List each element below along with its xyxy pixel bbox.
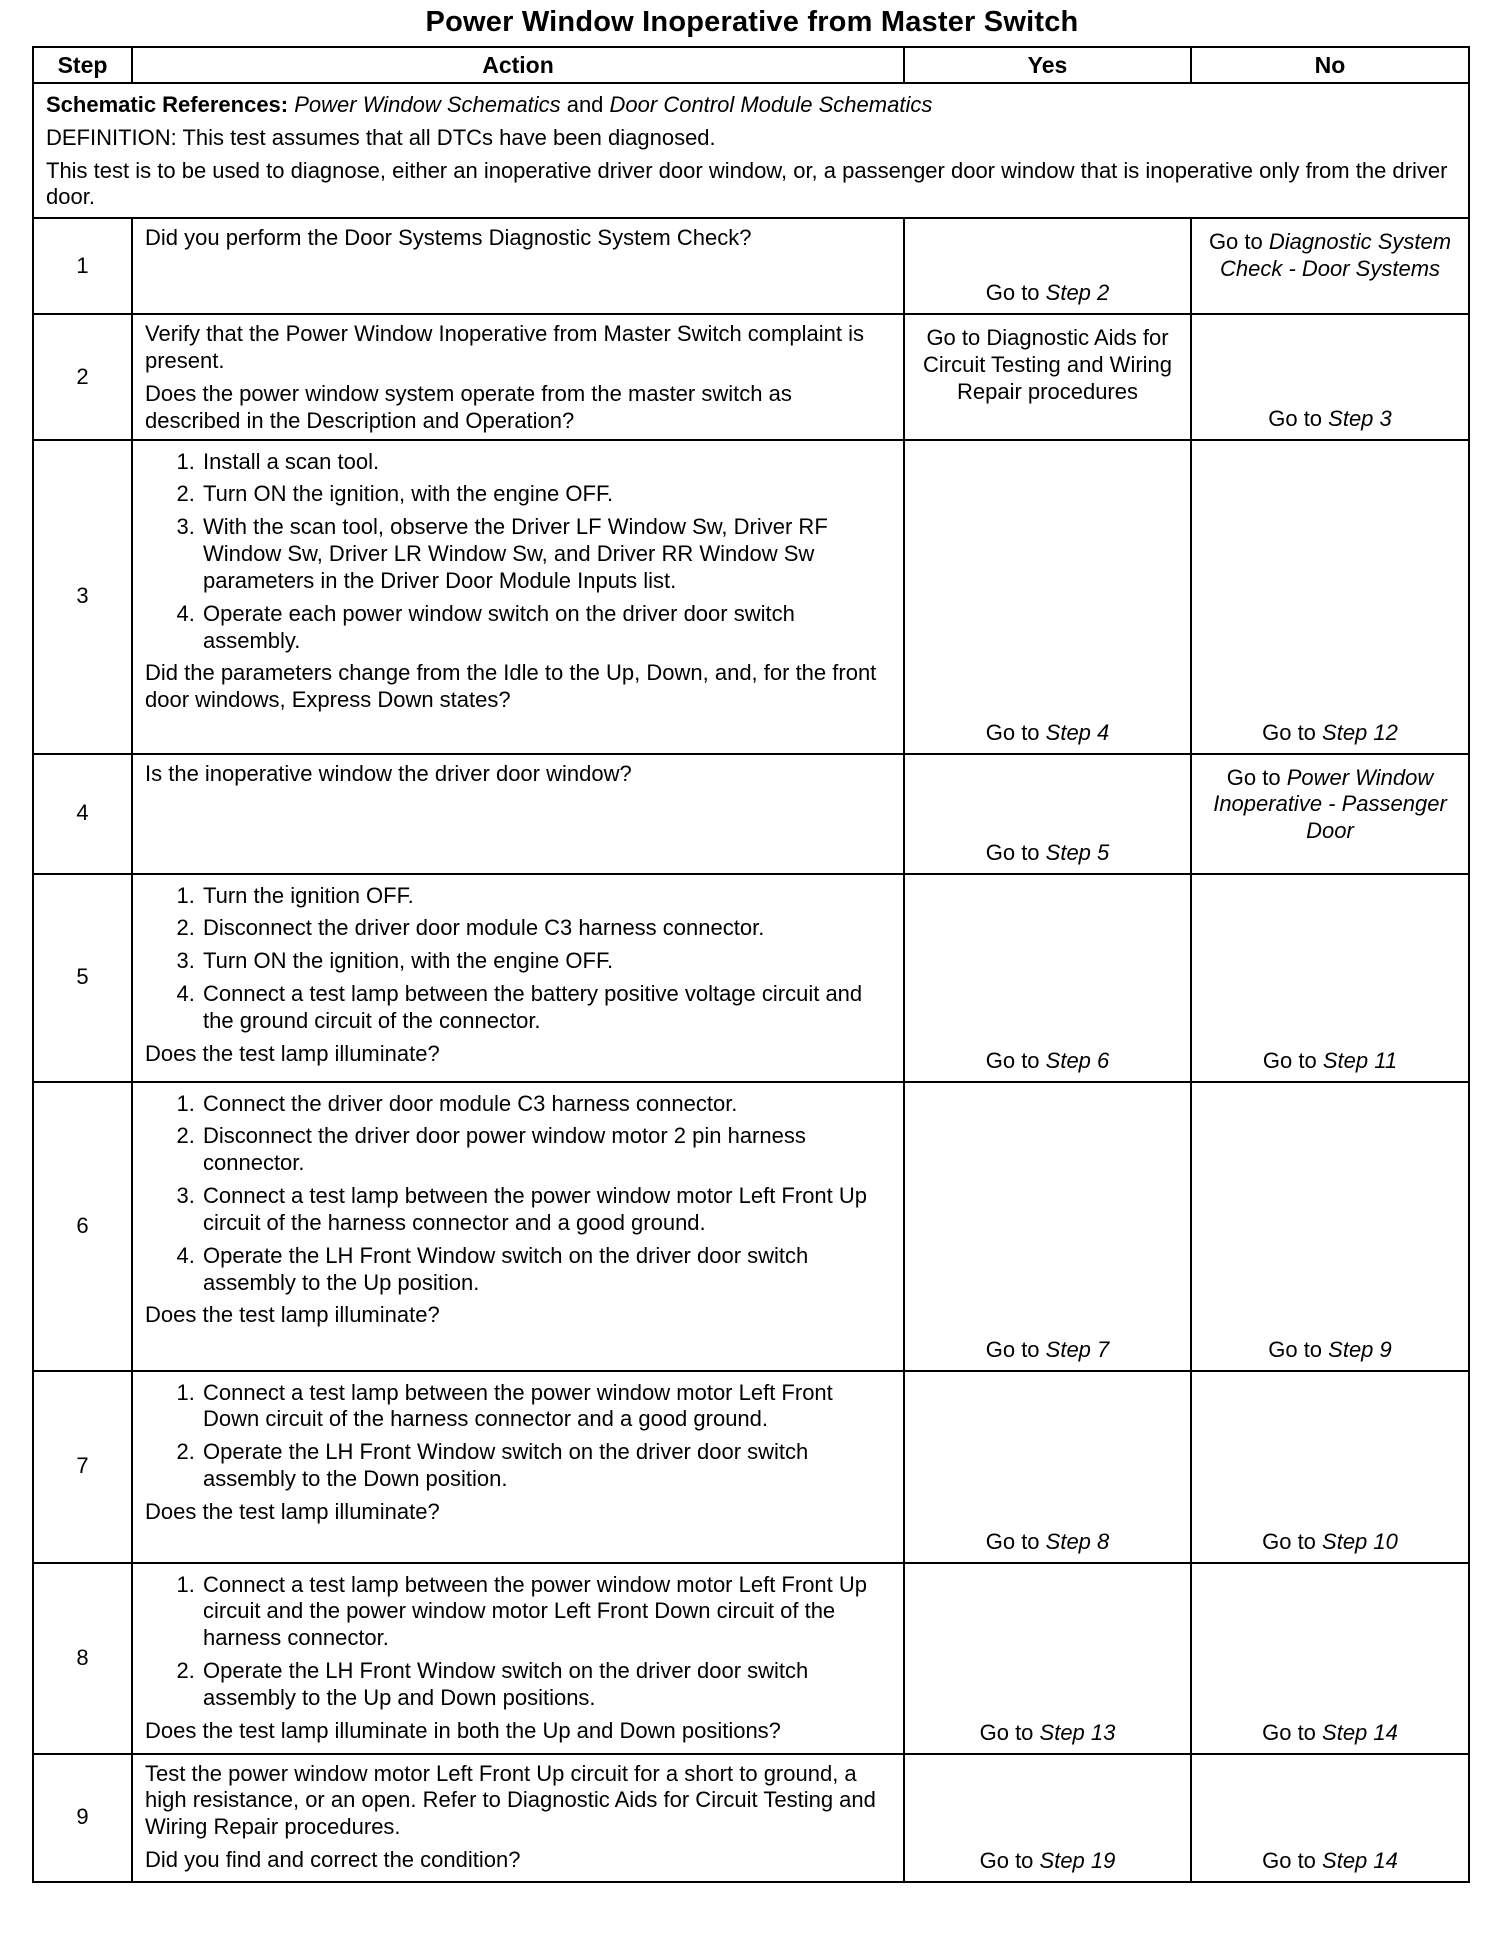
step-action xyxy=(132,1563,904,1754)
step-no xyxy=(1191,754,1469,874)
procedure-item: 2. Operate the LH Front Window switch on the driver door switch assembly to the Down position. xyxy=(201,1439,893,1493)
procedure-item: 2. Operate the LH Front Window switch on the driver door switch assembly to the Up and Down positions. xyxy=(201,1658,893,1712)
step-number: 1 xyxy=(33,218,132,314)
no-goto-italic: Power Window Inoperative - Passenger Door xyxy=(1213,764,1447,844)
page-title: Power Window Inoperative from Master Switch xyxy=(425,6,1079,38)
goto-prefix: Go to xyxy=(985,1047,1046,1073)
yes-goto xyxy=(905,280,1190,307)
step-procedure-list xyxy=(145,1380,893,1493)
goto-prefix: Go to xyxy=(985,1528,1046,1554)
step-no xyxy=(1191,314,1469,439)
step-row xyxy=(33,1754,1469,1882)
yes-step-ref: Step 2 xyxy=(1045,280,1110,306)
goto-prefix: Go to xyxy=(1262,1847,1323,1873)
no-step-ref: Step 3 xyxy=(1328,405,1392,431)
no-goto xyxy=(1192,720,1468,747)
yes-step-ref: Step 8 xyxy=(1045,1528,1110,1554)
procedure-item: 4. Operate the LH Front Window switch on the driver door switch assembly to the Up position. xyxy=(201,1243,893,1297)
yes-step-ref: Step 7 xyxy=(1045,1336,1110,1362)
header-no: No xyxy=(1191,47,1469,83)
goto-prefix: Go to xyxy=(979,1719,1040,1745)
header-yes: Yes xyxy=(904,47,1191,83)
no-step-ref: Step 9 xyxy=(1328,1336,1392,1362)
procedure-item: 3. Turn ON the ignition, with the engine OFF. xyxy=(201,948,893,975)
step-yes xyxy=(904,874,1191,1082)
step-no xyxy=(1191,1371,1469,1563)
step-instruction: Test the power window motor Left Front Up circuit for a short to ground, a high resistance, or an open. Refer to Diagnostic Aids for Circuit Testing and Wiring Repair procedures. xyxy=(145,1760,876,1840)
no-goto xyxy=(1192,1337,1468,1364)
header-action: Action xyxy=(132,47,904,83)
step-yes xyxy=(904,1754,1191,1882)
step-number: 4 xyxy=(33,754,132,874)
goto-prefix: Go to xyxy=(979,1847,1040,1873)
step-question: Does the power window system operate from the master switch as described in the Description and Operation? xyxy=(145,380,792,433)
step-row xyxy=(33,440,1469,754)
step-action xyxy=(132,874,904,1082)
yes-step-ref: Step 19 xyxy=(1039,1847,1116,1873)
step-action xyxy=(132,1371,904,1563)
yes-goto xyxy=(905,1337,1190,1364)
goto-prefix: Go to xyxy=(985,280,1046,306)
step-instruction: Verify that the Power Window Inoperative from Master Switch complaint is present. xyxy=(145,321,864,374)
step-number: 9 xyxy=(33,1754,132,1882)
definition-text: DEFINITION: This test assumes that all DTCs have been diagnosed. xyxy=(46,124,716,150)
step-procedure-list xyxy=(145,883,893,1035)
step-row xyxy=(33,314,1469,439)
goto-prefix: Go to xyxy=(1268,1336,1329,1362)
step-procedure-list xyxy=(145,1572,893,1712)
step-action xyxy=(132,1754,904,1882)
procedure-item: 4. Connect a test lamp between the battery positive voltage circuit and the ground circuit of the connector. xyxy=(201,981,893,1035)
step-row xyxy=(33,1082,1469,1371)
procedure-item: 2. Disconnect the driver door power window motor 2 pin harness connector. xyxy=(201,1123,893,1177)
schematic-and: and xyxy=(560,92,610,117)
step-yes xyxy=(904,440,1191,754)
goto-prefix: Go to xyxy=(1262,1047,1323,1073)
step-number: 3 xyxy=(33,440,132,754)
goto-prefix: Go to xyxy=(985,1336,1046,1362)
step-no xyxy=(1191,1082,1469,1371)
step-no xyxy=(1191,1563,1469,1754)
procedure-item: 1. Connect a test lamp between the power window motor Left Front Down circuit of the harness connector and a good ground. xyxy=(201,1380,893,1434)
step-yes xyxy=(904,1082,1191,1371)
no-step-ref: Step 10 xyxy=(1322,1528,1398,1554)
step-number: 5 xyxy=(33,874,132,1082)
step-action xyxy=(132,1082,904,1371)
yes-step-ref: Step 4 xyxy=(1045,719,1110,745)
step-procedure-list xyxy=(145,449,893,655)
goto-prefix: Go to xyxy=(1262,719,1323,745)
no-step-ref: Step 14 xyxy=(1322,1847,1398,1873)
yes-goto xyxy=(905,1720,1190,1747)
step-row xyxy=(33,874,1469,1082)
step-row xyxy=(33,218,1469,314)
step-row xyxy=(33,1563,1469,1754)
step-action xyxy=(132,314,904,439)
yes-goto xyxy=(905,1848,1190,1875)
procedure-item: 1. Connect the driver door module C3 harness connector. xyxy=(201,1091,893,1118)
no-goto xyxy=(1192,1529,1468,1556)
step-yes xyxy=(904,1371,1191,1563)
procedure-item: 2. Turn ON the ignition, with the engine OFF. xyxy=(201,481,893,508)
no-goto-plain: Go to xyxy=(1208,229,1269,255)
step-row xyxy=(33,1371,1469,1563)
step-action xyxy=(132,218,904,314)
step-number: 6 xyxy=(33,1082,132,1371)
step-no xyxy=(1191,874,1469,1082)
goto-prefix: Go to xyxy=(1262,1719,1323,1745)
step-question: Does the test lamp illuminate in both the Up and Down positions? xyxy=(145,1717,781,1743)
step-yes xyxy=(904,754,1191,874)
purpose-text: This test is to be used to diagnose, either an inoperative driver door window, or, a passenger door window that is inoperative only from the driver door. xyxy=(46,157,1448,210)
step-question: Did the parameters change from the Idle to the Up, Down, and, for the front door windows, Express Down states? xyxy=(145,660,877,713)
step-no xyxy=(1191,1754,1469,1882)
schematic-ref-a: Power Window Schematics xyxy=(294,92,561,117)
references-row xyxy=(33,83,1469,218)
diagnostic-table xyxy=(32,46,1470,1883)
goto-prefix: Go to xyxy=(985,839,1046,865)
step-number: 7 xyxy=(33,1371,132,1563)
yes-step-ref: Step 6 xyxy=(1045,1047,1110,1073)
step-row xyxy=(33,754,1469,874)
yes-goto xyxy=(905,720,1190,747)
no-goto xyxy=(1192,1048,1468,1075)
procedure-item: 3. Connect a test lamp between the power window motor Left Front Up circuit of the harness connector and a good ground. xyxy=(201,1183,893,1237)
step-number: 8 xyxy=(33,1563,132,1754)
no-goto-italic: Diagnostic System Check - Door Systems xyxy=(1219,229,1452,282)
no-step-ref: Step 12 xyxy=(1322,719,1398,745)
no-step-ref: Step 14 xyxy=(1322,1719,1398,1745)
no-goto xyxy=(1192,1848,1468,1875)
no-step-ref: Step 11 xyxy=(1322,1047,1398,1073)
no-goto xyxy=(1192,406,1468,433)
procedure-item: 1. Install a scan tool. xyxy=(201,449,893,476)
step-number: 2 xyxy=(33,314,132,439)
goto-prefix: Go to xyxy=(1262,1528,1323,1554)
no-goto xyxy=(1192,1720,1468,1747)
step-question: Does the test lamp illuminate? xyxy=(145,1302,440,1328)
schematic-label: Schematic References: xyxy=(46,92,289,117)
goto-prefix: Go to xyxy=(1268,405,1329,431)
step-question: Does the test lamp illuminate? xyxy=(145,1498,440,1524)
step-yes xyxy=(904,1563,1191,1754)
yes-goto xyxy=(905,1048,1190,1075)
header-step: Step xyxy=(33,47,132,83)
step-yes: Go to Diagnostic Aids for Circuit Testing and Wiring Repair procedures xyxy=(904,314,1191,439)
procedure-item: 4. Operate each power window switch on the driver door switch assembly. xyxy=(201,601,893,655)
references-cell xyxy=(33,83,1469,218)
step-action xyxy=(132,754,904,874)
goto-prefix: Go to xyxy=(985,719,1046,745)
step-question: Did you perform the Door Systems Diagnostic System Check? xyxy=(145,225,752,251)
schematic-references xyxy=(46,92,1456,119)
schematic-ref-b: Door Control Module Schematics xyxy=(609,92,933,117)
procedure-item: 1. Connect a test lamp between the power window motor Left Front Up circuit and the power window motor Left Front Down circuit of the harness connector. xyxy=(201,1572,893,1652)
yes-goto xyxy=(905,1529,1190,1556)
step-question: Did you find and correct the condition? xyxy=(145,1847,521,1873)
step-question: Does the test lamp illuminate? xyxy=(145,1040,440,1066)
step-yes xyxy=(904,218,1191,314)
procedure-item: 3. With the scan tool, observe the Driver LF Window Sw, Driver RF Window Sw, Driver LR Window Sw, and Driver RR Window Sw parameters in the Driver Door Module Inputs list. xyxy=(201,514,893,594)
procedure-item: 2. Disconnect the driver door module C3 harness connector. xyxy=(201,915,893,942)
step-no xyxy=(1191,218,1469,314)
procedure-item: 1. Turn the ignition OFF. xyxy=(201,883,893,910)
step-procedure-list xyxy=(145,1091,893,1297)
yes-step-ref: Step 5 xyxy=(1045,839,1110,865)
header-row xyxy=(33,47,1469,83)
step-no xyxy=(1191,440,1469,754)
yes-step-ref: Step 13 xyxy=(1039,1719,1116,1745)
step-action xyxy=(132,440,904,754)
no-goto-plain: Go to xyxy=(1226,764,1287,790)
yes-goto xyxy=(905,840,1190,867)
step-question: Is the inoperative window the driver door window? xyxy=(145,760,632,786)
